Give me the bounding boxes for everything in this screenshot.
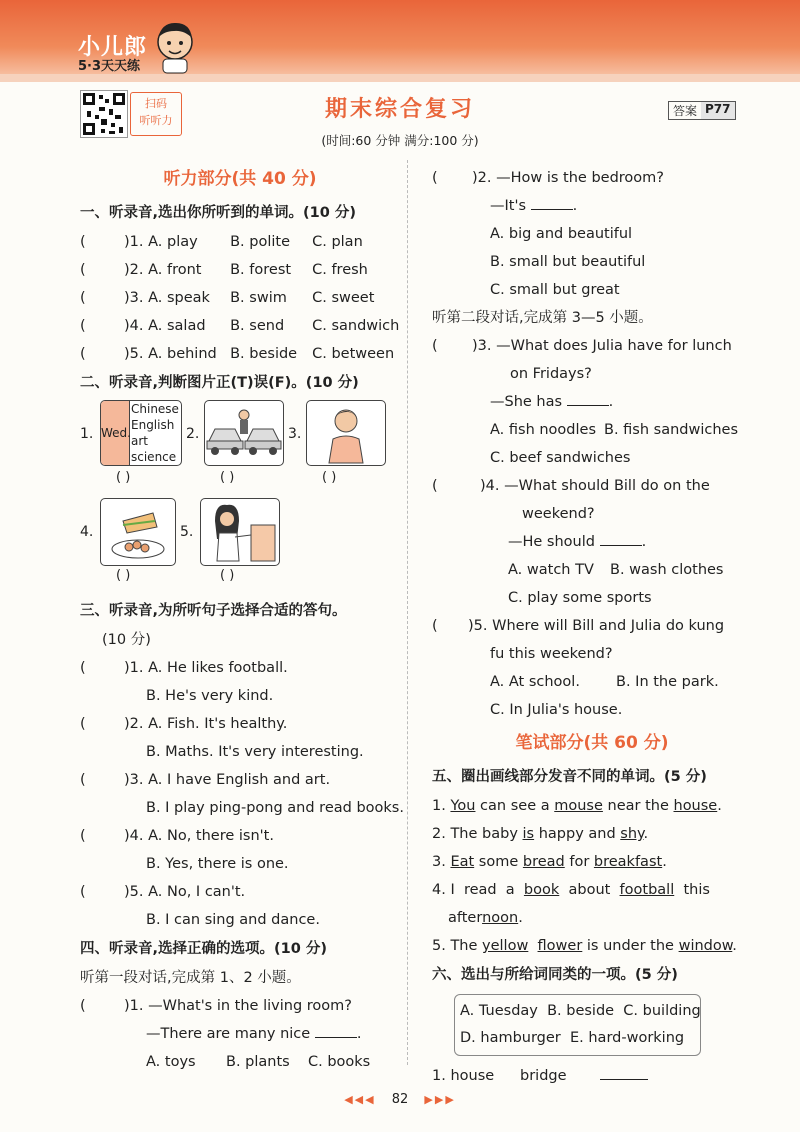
right-column	[432, 160, 752, 1090]
option-a: A. Fish. It's healthy.	[148, 716, 288, 732]
scan-label-line1: 扫码	[145, 97, 167, 110]
answer-bracket[interactable]: ( )	[116, 470, 131, 485]
option-a: A. No, I can't.	[148, 884, 246, 900]
pic-number-2: 2.	[186, 426, 200, 442]
s5-item	[432, 932, 752, 960]
text: for	[564, 854, 594, 870]
option-c: C. fresh	[312, 262, 368, 278]
question-text: )3. —What does Julia have for lunch	[472, 338, 732, 354]
option-c: C. small but great	[490, 282, 620, 298]
prev-arrows-icon: ◀◀◀	[344, 1093, 376, 1106]
s1-item: ( )4. A. salad B. send C. sandwich	[80, 312, 400, 340]
answer-bracket[interactable]: ( )	[220, 470, 235, 485]
answer-bracket[interactable]: ( )	[322, 470, 337, 485]
s5-item-cont	[432, 904, 752, 932]
s3-item: ( )2. A. Fish. It's healthy.	[80, 716, 288, 732]
option-a: A. play	[148, 234, 198, 250]
option-c: C. sweet	[312, 290, 375, 306]
option-b: B. fish sandwiches	[604, 422, 739, 438]
option-c: C. between	[312, 346, 395, 362]
underlined-word[interactable]: flower	[537, 938, 583, 954]
picture-grid	[80, 398, 400, 588]
text: .	[717, 798, 722, 814]
subject: science	[131, 450, 177, 464]
option-a: A. front	[148, 262, 202, 278]
option-b: B. He's very kind.	[146, 688, 274, 704]
dialog-1-intro: 听第一段对话,完成第 1、2 小题。	[80, 970, 301, 986]
word-bank-row: D. hamburger E. hard-working	[460, 1030, 685, 1046]
option-a: A. At school.	[490, 674, 580, 690]
option-b: B. I can sing and dance.	[146, 912, 320, 928]
section-5-heading: 五、圈出画线部分发音不同的单词。(5 分)	[432, 769, 707, 785]
s4-q5: ( )5. Where will Bill and Julia do kung	[432, 618, 725, 634]
underlined-word[interactable]: mouse	[554, 798, 603, 814]
option-c: C. sandwich	[312, 318, 400, 334]
page-title: 期末综合复习	[324, 97, 475, 122]
word-bank-box	[454, 994, 701, 1056]
option-b: B. plants	[226, 1054, 290, 1070]
option-c: C. plan	[312, 234, 363, 250]
underlined-word[interactable]: bread	[522, 854, 565, 870]
word-bank-row: A. Tuesday B. beside C. building	[460, 1003, 701, 1019]
text: 2. The baby	[432, 826, 523, 842]
text: .	[732, 938, 737, 954]
s5-item	[432, 820, 752, 848]
option-b: B. Maths. It's very interesting.	[146, 744, 364, 760]
next-arrows-icon: ▶▶▶	[424, 1093, 456, 1106]
given-word: bridge	[520, 1068, 567, 1084]
dialog-2-intro: 听第二段对话,完成第 3—5 小题。	[432, 310, 653, 326]
option-a: A. behind	[148, 346, 217, 362]
underlined-word[interactable]: is	[522, 826, 535, 842]
text: 5. The	[432, 938, 483, 954]
underlined-word[interactable]: house	[673, 798, 718, 814]
answer-blank[interactable]	[567, 391, 609, 406]
scan-label-line2: 听听力	[139, 114, 173, 127]
pic-number-1: 1.	[80, 426, 94, 442]
text: 3.	[432, 854, 451, 870]
section-3-score: (10 分)	[102, 632, 151, 648]
text	[528, 938, 537, 954]
answer-bracket[interactable]: ( )	[220, 568, 235, 583]
s3-item: ( )4. A. No, there isn't.	[80, 828, 274, 844]
option-c: C. beef sandwiches	[490, 450, 631, 466]
s4-q3: ( )3. —What does Julia have for lunch	[432, 338, 732, 354]
answer-blank[interactable]	[315, 1023, 357, 1038]
question-text-cont: on Fridays?	[510, 366, 592, 382]
option-c: C. In Julia's house.	[490, 702, 623, 718]
item-number: )2.	[124, 716, 144, 732]
question-text: )1. —What's in the living room?	[124, 998, 352, 1014]
underlined-word[interactable]: You	[450, 798, 476, 814]
day-label: Wed.	[101, 401, 130, 465]
listening-part-title: 听力部分(共 40 分)	[163, 169, 317, 189]
s4-q3-blank-line: —She has .	[432, 388, 752, 416]
question-text: —She has	[490, 394, 563, 410]
subject: English	[131, 418, 175, 432]
item-number: )2.	[124, 262, 144, 278]
underlined-word[interactable]: shy	[620, 826, 644, 842]
option-b: B. send	[230, 318, 285, 334]
pic-number-3: 3.	[288, 426, 302, 442]
option-a: A. speak	[148, 290, 210, 306]
s4-q2: ( )2. —How is the bedroom?	[432, 170, 664, 186]
subject-list	[131, 401, 179, 465]
question-text: )2. —How is the bedroom?	[472, 170, 664, 186]
s1-item: ( )1. A. play B. polite C. plan	[80, 228, 400, 256]
s5-item	[432, 848, 752, 876]
question-text: )4. —What should Bill do on the	[480, 478, 710, 494]
subject: art	[131, 434, 148, 448]
s1-item: ( )5. A. behind B. beside C. between	[80, 340, 400, 368]
text: some	[474, 854, 523, 870]
underlined-word[interactable]: football	[619, 882, 675, 898]
left-column	[80, 160, 404, 1076]
timetable-picture	[100, 400, 182, 466]
s1-item: ( )3. A. speak B. swim C. sweet	[80, 284, 400, 312]
option-a: A. I have English and art.	[148, 772, 331, 788]
option-b: B. In the park.	[616, 674, 719, 690]
series-label: 5·3天天练	[78, 59, 141, 74]
option-b: B. forest	[230, 262, 292, 278]
s6-item	[432, 1062, 752, 1090]
sandwich-picture	[100, 498, 176, 566]
text: .	[518, 910, 523, 926]
option-a: A. big and beautiful	[490, 226, 633, 242]
page-footer	[0, 1092, 800, 1107]
s3-item: ( )3. A. I have English and art.	[80, 772, 331, 788]
pic-number-4: 4.	[80, 524, 94, 540]
section-1-heading: 一、听录音,选出你所听到的单词。(10 分)	[80, 205, 356, 221]
s4-q1-blank-line: —There are many nice .	[80, 1020, 400, 1048]
option-a: A. watch TV	[508, 562, 594, 578]
item-number: )5.	[124, 346, 144, 362]
answer-blank[interactable]	[531, 195, 573, 210]
page-number: 82	[391, 1092, 409, 1107]
question-text: —There are many nice	[146, 1026, 311, 1042]
option-b: B. polite	[230, 234, 291, 250]
column-divider	[407, 160, 408, 1065]
option-a: A. He likes football.	[148, 660, 288, 676]
subject: Chinese	[131, 402, 179, 416]
question-text: )5. Where will Bill and Julia do kung	[468, 618, 725, 634]
answer-bracket[interactable]: ( )	[116, 568, 131, 583]
question-text: —It's	[490, 198, 527, 214]
girl-piano-picture	[200, 498, 280, 566]
cars-picture	[204, 400, 284, 466]
section-3-heading: 三、听录音,为所听句子选择合适的答句。	[80, 603, 347, 619]
text: near the	[602, 798, 674, 814]
text: happy and	[534, 826, 621, 842]
text: after	[448, 910, 483, 926]
text: this	[674, 882, 710, 898]
s5-item	[432, 792, 752, 820]
option-b: B. wash clothes	[610, 562, 724, 578]
s5-item	[432, 876, 752, 904]
option-c: C. play some sports	[508, 590, 652, 606]
option-b: B. Yes, there is one.	[146, 856, 289, 872]
underlined-word[interactable]: noon	[482, 910, 519, 926]
text: can see a	[475, 798, 555, 814]
item-number: )3.	[124, 772, 144, 788]
item-number: )4.	[124, 318, 144, 334]
written-part-title: 笔试部分(共 60 分)	[515, 733, 669, 753]
pic-number-5: 5.	[180, 524, 194, 540]
question-text-cont: fu this weekend?	[490, 646, 613, 662]
s4-q4-blank-line: —He should .	[432, 528, 752, 556]
item-number: )4.	[124, 828, 144, 844]
answer-blank[interactable]	[600, 1065, 648, 1080]
s4-q5-options	[432, 668, 752, 696]
section-2-heading: 二、听录音,判断图片正(T)误(F)。(10 分)	[80, 375, 359, 391]
item-number: )5.	[124, 884, 144, 900]
option-a: A. fish noodles	[490, 422, 597, 438]
brand-logo: 小儿郎	[78, 35, 148, 60]
s1-item: ( )2. A. front B. forest C. fresh	[80, 256, 400, 284]
answer-page: P77	[701, 102, 735, 119]
underlined-word[interactable]: window	[678, 938, 733, 954]
question-text-cont: weekend?	[522, 506, 595, 522]
s3-item: ( )1. A. He likes football.	[80, 660, 288, 676]
option-b: B. I play ping-pong and read books.	[146, 800, 404, 816]
section-6-heading: 六、选出与所给词同类的一项。(5 分)	[432, 967, 678, 983]
text: 4. I read a	[432, 882, 524, 898]
s3-item: ( )5. A. No, I can't.	[80, 884, 246, 900]
s4-q4-options	[432, 556, 752, 584]
s4-q1-options	[80, 1048, 400, 1076]
s4-q1: ( )1. —What's in the living room?	[80, 998, 352, 1014]
exam-meta: (时间:60 分钟 满分:100 分)	[321, 133, 479, 148]
answer-blank[interactable]	[600, 531, 642, 546]
answer-label: 答案	[673, 104, 698, 118]
given-word: 1. house	[432, 1068, 495, 1084]
header-strip	[0, 74, 800, 82]
mascot-icon	[150, 18, 200, 74]
answer-reference	[668, 101, 736, 120]
text: is under the	[582, 938, 679, 954]
text: .	[643, 826, 649, 842]
s4-q4: ( )4. —What should Bill do on the	[432, 478, 710, 494]
question-text: —He should	[508, 534, 595, 550]
option-a: A. No, there isn't.	[148, 828, 274, 844]
underlined-word[interactable]: breakfast	[593, 854, 663, 870]
option-a: A. toys	[146, 1054, 196, 1070]
option-b: B. swim	[230, 290, 287, 306]
s4-q2-blank-line: —It's .	[432, 192, 752, 220]
option-b: B. small but beautiful	[490, 254, 646, 270]
option-b: B. beside	[230, 346, 298, 362]
item-number: )1.	[124, 234, 144, 250]
option-c: C. books	[308, 1054, 371, 1070]
text: 1.	[432, 798, 451, 814]
boy-picture	[306, 400, 386, 466]
section-4-heading: 四、听录音,选择正确的选项。(10 分)	[80, 941, 327, 957]
item-number: )1.	[124, 660, 144, 676]
text: .	[662, 854, 667, 870]
underlined-word[interactable]: book	[523, 882, 560, 898]
s4-q3-options	[432, 416, 752, 444]
option-a: A. salad	[148, 318, 206, 334]
text: about	[559, 882, 620, 898]
item-number: )3.	[124, 290, 144, 306]
underlined-word[interactable]: Eat	[450, 854, 475, 870]
underlined-word[interactable]: yellow	[482, 938, 529, 954]
